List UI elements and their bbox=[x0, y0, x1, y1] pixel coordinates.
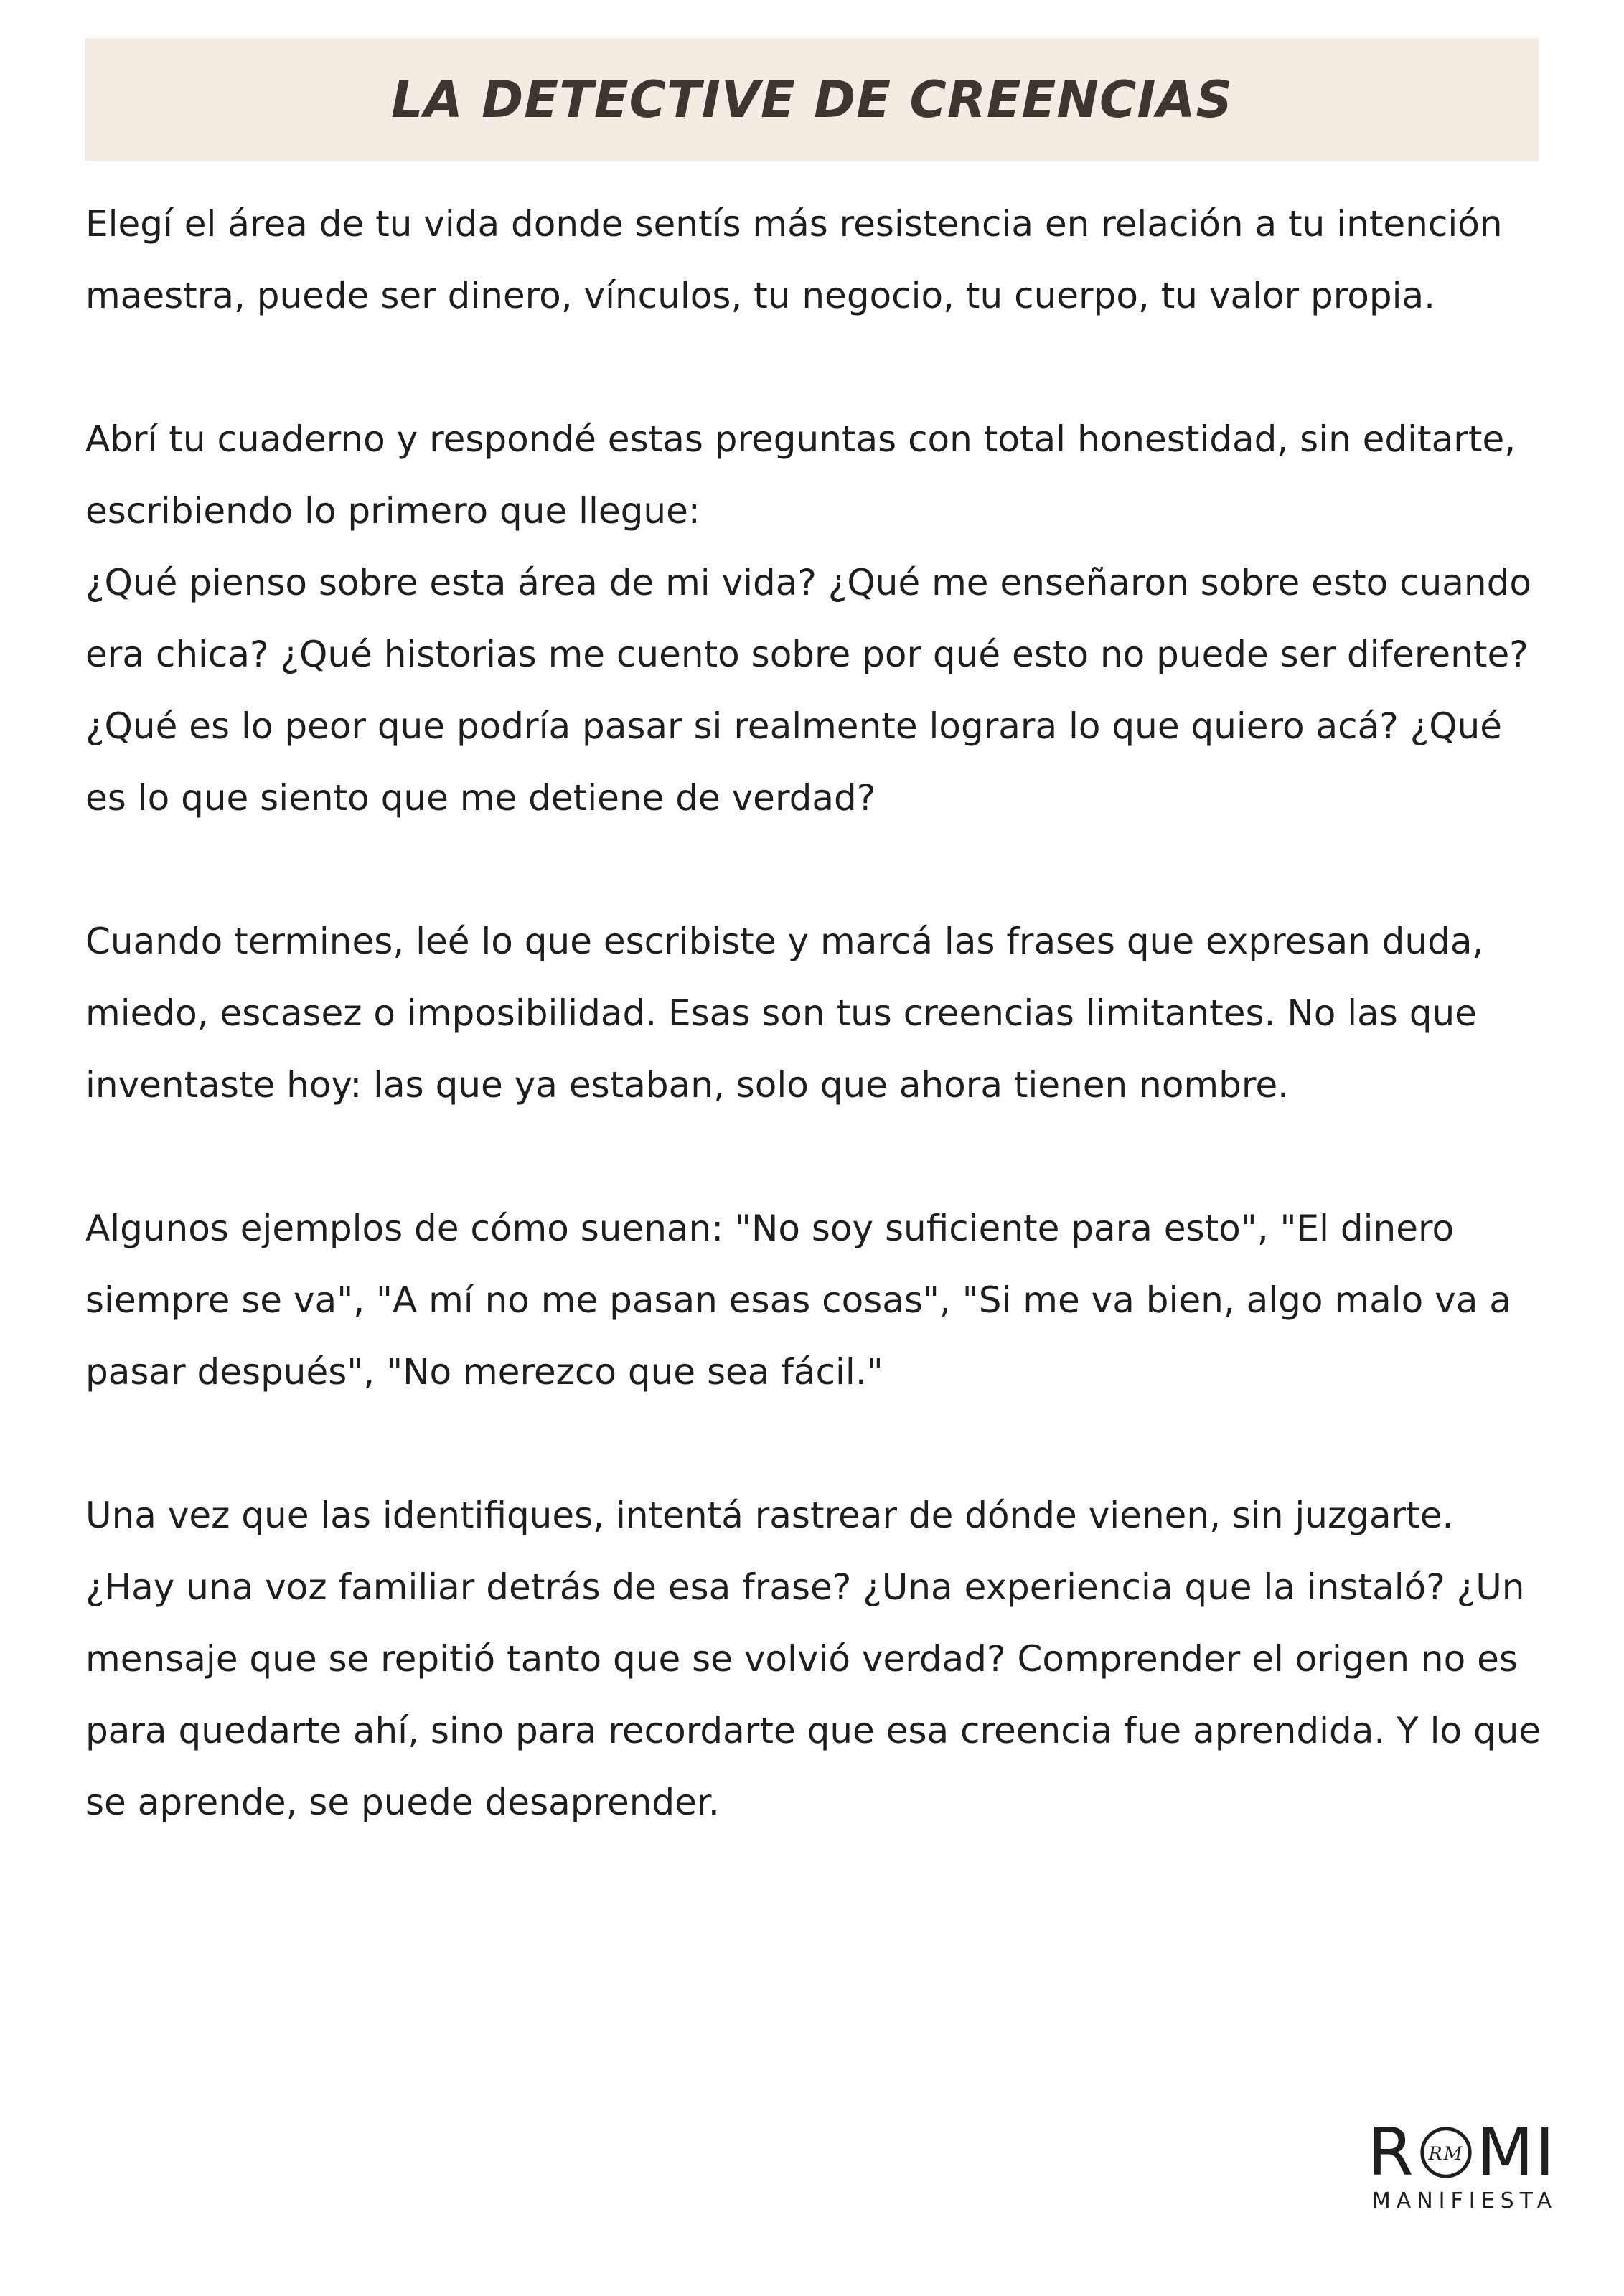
logo-letters-mi: MI bbox=[1476, 2114, 1557, 2191]
logo-wordmark bbox=[1361, 2114, 1562, 2191]
paragraph-examples: Algunos ejemplos de cómo suenan: "No soy suficiente para esto", "El dinero siempre se va", "A mí no me pasan esas cosas", "Si me va bien, algo malo va a pasar después", "No merezco que sea fácil." bbox=[85, 1208, 1511, 1393]
logo-subtitle: MANIFIESTA bbox=[1371, 2188, 1558, 2213]
paragraph-instructions: Abrí tu cuaderno y respondé estas preguntas con total honestidad, sin editarte, escribiendo lo primero que llegue: bbox=[85, 418, 1516, 532]
body-text bbox=[85, 188, 1549, 1838]
paragraph-questions: ¿Qué pienso sobre esta área de mi vida? ¿Qué me enseñaron sobre esto cuando era chica? ¿Qué historias me cuento sobre por qué esto no puede ser diferente? ¿Qué es lo peor que podría pasar si realmente lograra lo que quiero acá? ¿Qué es lo que siento que me detiene de verdad? bbox=[85, 562, 1531, 819]
brand-logo bbox=[1361, 2114, 1562, 2213]
logo-monogram-text: RM bbox=[1428, 2142, 1464, 2164]
page-title: LA DETECTIVE DE CREENCIAS bbox=[391, 70, 1233, 129]
paragraph-intro: Elegí el área de tu vida donde sentís más resistencia en relación a tu intención maestra, puede ser dinero, vínculos, tu negocio, tu cuerpo, tu valor propia. bbox=[85, 203, 1503, 316]
paragraph-review: Cuando termines, leé lo que escribiste y marcá las frases que expresan duda, miedo, escasez o imposibilidad. Esas son tus creencias limitantes. No las que inventaste hoy: las que ya estaban, solo que ahora tienen nombre. bbox=[85, 921, 1484, 1106]
logo-letter-r: R bbox=[1367, 2114, 1415, 2191]
title-banner bbox=[85, 38, 1539, 161]
paragraph-origin: Una vez que las identifiques, intentá rastrear de dónde vienen, sin juzgarte. ¿Hay una voz familiar detrás de esa frase? ¿Una experiencia que la instaló? ¿Un mensaje que se repitió tanto que se volvió verdad? Comprender el origen no es para quedarte ahí, sino para recordarte que esa creencia fue aprendida. Y lo que se aprende, se puede desaprender. bbox=[85, 1495, 1541, 1823]
logo-monogram-icon bbox=[1418, 2125, 1474, 2180]
